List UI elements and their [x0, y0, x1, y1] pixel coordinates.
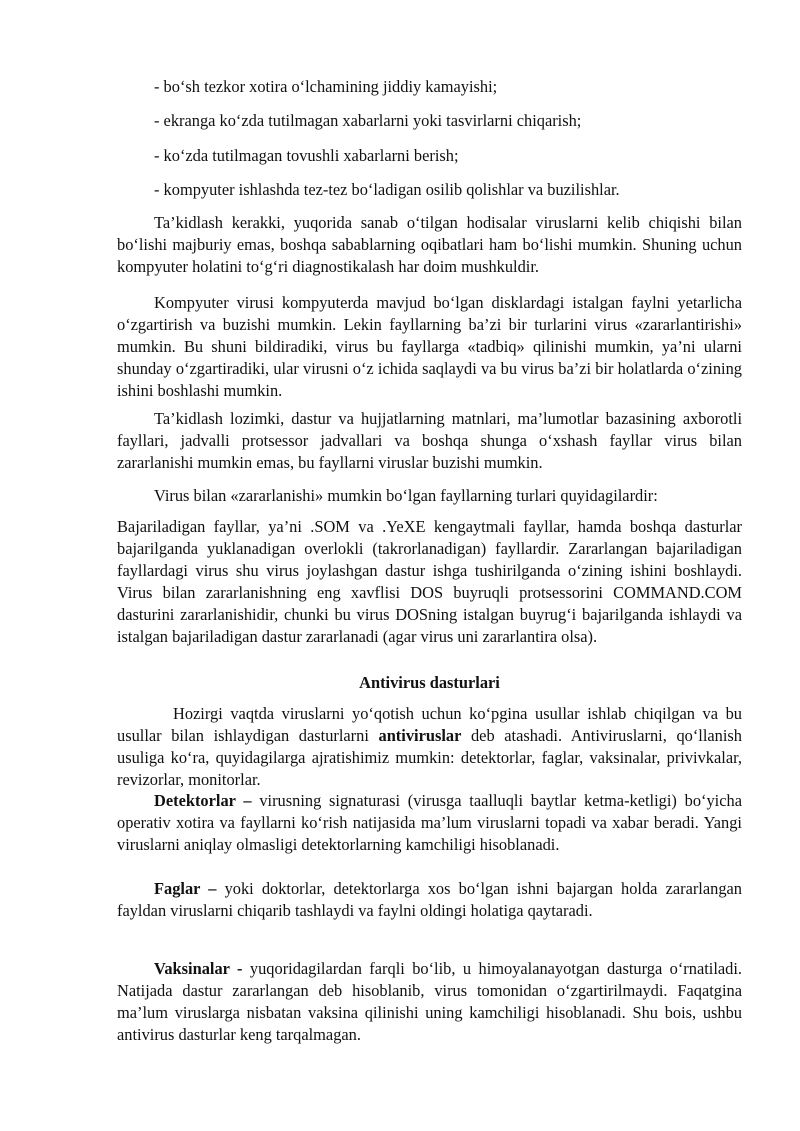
definition-paragraph	[117, 958, 742, 1046]
bullet-item: - kompyuter ishlashda tez-tez bo‘ladigan osilib qolishlar va buzilishlar.	[154, 180, 620, 199]
paragraph: Virus bilan «zararlanishi» mumkin bo‘lgan fayllarning turlari quyidagilardir:	[154, 486, 658, 505]
intro-text: Hozirgi vaqtda viruslarni yo‘qotish uchun ko‘pgina usullar ishlab chiqilgan va bu usullar bilan ishlaydigan dasturlarni	[117, 704, 742, 745]
definition-text: yuqoridagilardan farqli bo‘lib, u himoyalanayotgan dasturga o‘rnatiladi. Natijada dastur zararlangan deb hisoblanib, virus tomonidan o‘zgartirilmaydi. Faqatgina ma’lum viruslarga nisbatan vaksina qilinishi uning kamchiligi hisoblanadi. Shu bois, ushbu antivirus dasturlar keng tarqalmagan.	[117, 959, 742, 1044]
paragraph: Kompyuter virusi kompyuterda mavjud bo‘lgan disklardagi istalgan faylni yetarlicha o‘zgartirish va buzishi mumkin. Lekin fayllarning ba’zi bir turlarini virus «zararlantirishi» mumkin. Bu shuni bildiradiki, virus bu fayllarga «tadbiq» qilinishi mumkin, ya’ni ularni shunday o‘zgartiradiki, ular virusni o‘z ichida saqlaydi va bu virus ba’zi bir holatlarda o‘zining ishini boshlashi mumkin.	[117, 293, 742, 400]
paragraph: Ta’kidlash kerakki, yuqorida sanab o‘tilgan hodisalar viruslarni kelib chiqishi bilan bo‘lishi majburiy emas, boshqa sabablarning oqibatlari ham bo‘lishi mumkin. Shuning uchun kompyuter holatini to‘g‘ri diagnostikalash har doim mushkuldir.	[117, 213, 742, 276]
definition-paragraph	[117, 790, 742, 856]
definition-paragraph	[117, 878, 742, 922]
paragraph: Ta’kidlash lozimki, dastur va hujjatlarning matnlari, ma’lumotlar bazasining axborotli fayllari, jadvalli protsessor jadvallari va boshqa shunga o‘xshash fayllar virus bilan zararlanishi mumkin emas, bu fayllarni viruslar buzishi mumkin.	[117, 409, 742, 472]
definition-term: Vaksinalar -	[154, 959, 243, 978]
definition-text: virusning signaturasi (virusga taalluqli baytlar ketma-ketligi) bo‘yicha operativ xotira va fayllarni ko‘rish natijasida ma’lum viruslarni topadi va xabar beradi. Yangi viruslarni aniqlay olmasligi detektorlarning kamchiligi hisoblanadi.	[117, 791, 742, 854]
section-title: Antivirus dasturlari	[359, 673, 500, 692]
bullet-item: - bo‘sh tezkor xotira o‘lchamining jiddiy kamayishi;	[154, 77, 498, 96]
paragraph: Bajariladigan fayllar, ya’ni .SOM va .YeXE kengaytmali fayllar, hamda boshqa dasturlar bajarilganda yuklanadigan overlokli (takrorlanadigan) fayllardir. Zararlangan bajariladigan fayllardagi virus shu virus joylashgan dastur ishga tushirilganda o‘zining ishini boshlaydi. Virus bilan zararlanishning eng xavflisi DOS buyruqli protsessorini COMMAND.COM dasturini zararlanishidir, chunki bu virus DOSning istalgan buyrug‘i bajarilganda ishlaydi va istalgan bajariladigan dastur zararlanadi (agar virus uni zararlantira olsa).	[117, 517, 742, 646]
bullet-item: - ko‘zda tutilmagan tovushli xabarlarni berish;	[154, 146, 459, 165]
bullet-item: - ekranga ko‘zda tutilmagan xabarlarni yoki tasvirlarni chiqarish;	[154, 111, 582, 130]
intro-paragraph	[117, 703, 742, 791]
antiviruslar-term: antiviruslar	[378, 726, 462, 745]
definition-text: yoki doktorlar, detektorlarga xos bo‘lgan ishni bajargan holda zararlangan fayldan viruslarni chiqarib tashlaydi va faylni oldingi holatiga qaytaradi.	[117, 879, 742, 920]
definition-term: Faglar –	[154, 879, 217, 898]
intro-text: deb atashadi. Antiviruslarni, qo‘llanish usuliga ko‘ra, quyidagilarga ajratishimiz mumkin: detektorlar, faglar, vaksinalar, privivkalar, revizorlar, monitorlar.	[117, 726, 742, 789]
definition-term: Detektorlar –	[154, 791, 252, 810]
